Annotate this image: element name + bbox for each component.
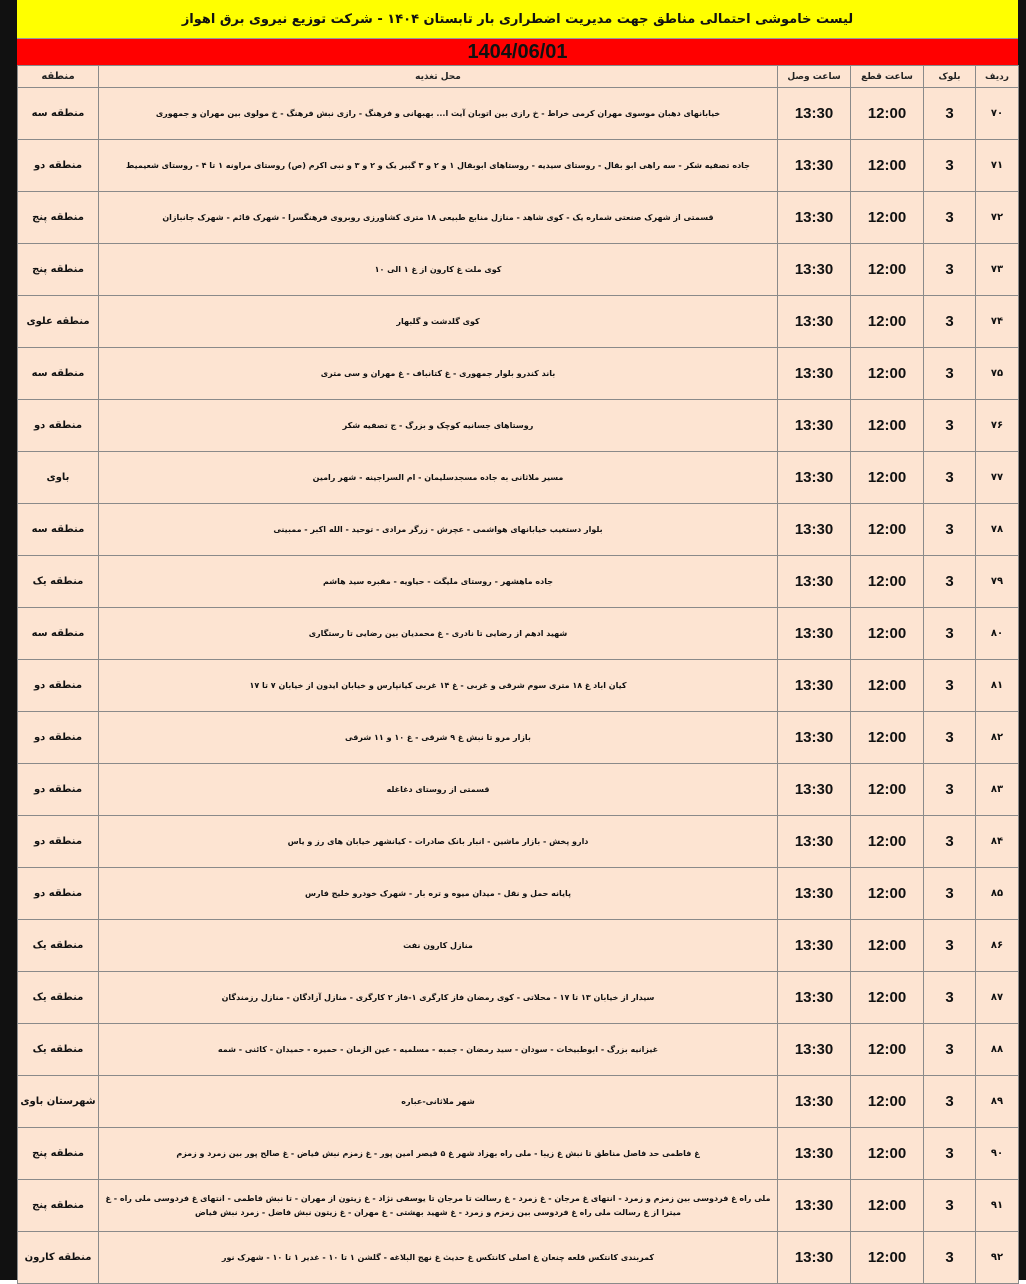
row-number-cell: ۷۰ [976,88,1019,140]
connect-time-cell: 13:30 [778,920,851,972]
table-row [18,140,1019,192]
cut-time-cell: 12:00 [851,1128,924,1180]
row-number-cell: ۷۸ [976,504,1019,556]
cut-time-cell: 12:00 [851,452,924,504]
region-cell: منطقه سه [18,608,99,660]
table-row [18,400,1019,452]
row-number-cell: ۷۶ [976,400,1019,452]
row-number-cell: ۷۴ [976,296,1019,348]
cut-time-cell: 12:00 [851,348,924,400]
region-cell: منطقه یک [18,1024,99,1076]
page-title: لیست خاموشی احتمالی مناطق جهت مدیریت اضطراری بار تابستان ۱۴۰۴ - شرکت توزیع نیروی برق اهواز [17,0,1018,39]
outage-schedule-sheet [17,0,1018,1280]
column-header-row-number: ردیف [976,66,1019,88]
location-cell: قسمتی از روستای دغاغله [99,764,778,816]
region-cell: منطقه کارون [18,1232,99,1284]
connect-time-cell: 13:30 [778,1128,851,1180]
block-cell: 3 [924,764,976,816]
connect-time-cell: 13:30 [778,192,851,244]
block-cell: 3 [924,1232,976,1284]
row-number-cell: ۸۲ [976,712,1019,764]
table-row [18,88,1019,140]
region-cell: منطقه یک [18,556,99,608]
cut-time-cell: 12:00 [851,1232,924,1284]
location-cell: منازل کارون نفت [99,920,778,972]
region-cell: باوی [18,452,99,504]
region-cell: منطقه سه [18,348,99,400]
location-cell: مسیر ملاثانی به جاده مسجدسلیمان - ام السراجینه - شهر رامین [99,452,778,504]
cut-time-cell: 12:00 [851,868,924,920]
location-cell: غ فاطمی حد فاصل مناطق تا نبش غ زیبا - ملی راه بهزاد شهر غ ۵ قیصر امین پور - غ زمزم نبش فیاض - غ صالح پور بین زمرد و زمزم [99,1128,778,1180]
cut-time-cell: 12:00 [851,764,924,816]
table-row [18,660,1019,712]
block-cell: 3 [924,400,976,452]
cut-time-cell: 12:00 [851,140,924,192]
location-cell: شهید ادهم از رضایی تا نادری - غ محمدیان بین رضایی تا رستگاری [99,608,778,660]
block-cell: 3 [924,192,976,244]
location-cell: پایانه حمل و نقل - میدان میوه و تره بار - شهرک خودرو خلیج فارس [99,868,778,920]
cut-time-cell: 12:00 [851,712,924,764]
location-cell: کمربندی کانتکس قلعه چنعان غ اصلی کانتکس غ حدیث غ نهج البلاغه - گلشن ۱ تا ۱۰ - غدیر ۱ تا ۱۰ - شهرک نور [99,1232,778,1284]
table-row [18,920,1019,972]
cut-time-cell: 12:00 [851,660,924,712]
connect-time-cell: 13:30 [778,1232,851,1284]
block-cell: 3 [924,452,976,504]
cut-time-cell: 12:00 [851,920,924,972]
connect-time-cell: 13:30 [778,608,851,660]
connect-time-cell: 13:30 [778,816,851,868]
connect-time-cell: 13:30 [778,868,851,920]
connect-time-cell: 13:30 [778,1076,851,1128]
cut-time-cell: 12:00 [851,1180,924,1232]
column-header-connect-time: ساعت وصل [778,66,851,88]
cut-time-cell: 12:00 [851,400,924,452]
connect-time-cell: 13:30 [778,244,851,296]
table-header-row [18,66,1019,88]
region-cell: منطقه یک [18,920,99,972]
row-number-cell: ۸۴ [976,816,1019,868]
block-cell: 3 [924,1076,976,1128]
region-cell: منطقه سه [18,504,99,556]
table-row [18,348,1019,400]
row-number-cell: ۷۵ [976,348,1019,400]
region-cell: منطقه پنج [18,1128,99,1180]
block-cell: 3 [924,920,976,972]
row-number-cell: ۷۷ [976,452,1019,504]
table-row [18,608,1019,660]
connect-time-cell: 13:30 [778,764,851,816]
table-row [18,868,1019,920]
row-number-cell: ۷۹ [976,556,1019,608]
connect-time-cell: 13:30 [778,1024,851,1076]
block-cell: 3 [924,348,976,400]
location-cell: قسمتی از شهرک صنعتی شماره یک - کوی شاهد - منازل منابع طبیعی ۱۸ متری کشاورزی روبروی فرهنگسرا - شهرک قائم - شهرک جانبازان [99,192,778,244]
outage-table [17,65,1019,1284]
column-header-cut-time: ساعت قطع [851,66,924,88]
table-row [18,504,1019,556]
left-frame-border [0,0,17,1280]
block-cell: 3 [924,868,976,920]
location-cell: بلوار دستغیب خیابانهای هواشمی - عچرش - زرگر مرادی - توحید - الله اکبر - ممبینی [99,504,778,556]
block-cell: 3 [924,972,976,1024]
location-cell: ملی راه غ فردوسی بین زمزم و زمرد - انتهای غ مرجان - غ زمرد - غ رسالت تا مرجان تا یوسفی نژاد - غ زیتون از مهران - تا نبش فاطمی - انتهای غ فردوسی ملی راه - غ میترا از غ رسالت ملی راه غ فردوسی بین زمزم و زمرد - غ شهید بهشتی - غ مهران - غ زیتون نبش فاضل - زمرد نبش فیاض [99,1180,778,1232]
row-number-cell: ۷۱ [976,140,1019,192]
connect-time-cell: 13:30 [778,88,851,140]
connect-time-cell: 13:30 [778,972,851,1024]
location-cell: روستاهای جسانیه کوچک و بزرگ - ج تصفیه شکر [99,400,778,452]
row-number-cell: ۸۶ [976,920,1019,972]
connect-time-cell: 13:30 [778,556,851,608]
row-number-cell: ۹۲ [976,1232,1019,1284]
block-cell: 3 [924,1128,976,1180]
connect-time-cell: 13:30 [778,296,851,348]
row-number-cell: ۹۱ [976,1180,1019,1232]
column-header-location: محل تغذیه [99,66,778,88]
region-cell: منطقه یک [18,972,99,1024]
row-number-cell: ۸۹ [976,1076,1019,1128]
table-row [18,712,1019,764]
location-cell: سیدار از خیابان ۱۳ تا ۱۷ - محلاتی - کوی رمضان فاز کارگری ۱-فاز ۲ کارگری - منازل آزادگان - منازل رزمندگان [99,972,778,1024]
location-cell: خیابانهای دهبان موسوی مهران کرمی خراط - خ رازی بین اتوبان آیت ا... بهبهانی و فرهنگ - رازی نبش فرهنگ - خ مولوی بین مهران و جمهوری [99,88,778,140]
table-row [18,1232,1019,1284]
cut-time-cell: 12:00 [851,192,924,244]
row-number-cell: ۸۱ [976,660,1019,712]
row-number-cell: ۸۰ [976,608,1019,660]
location-cell: کوی ملت غ کارون از غ ۱ الی ۱۰ [99,244,778,296]
connect-time-cell: 13:30 [778,660,851,712]
region-cell: منطقه سه [18,88,99,140]
table-row [18,192,1019,244]
location-cell: جاده تصفیه شکر - سه راهی ابو بقال - روستای سیدیه - روستاهای ابوبقال ۱ و ۲ و ۳ گبیر یک و ۲ و ۳ و نبی اکرم (ص) روستای مراونه ۱ تا ۴ - روستای شعیمیط [99,140,778,192]
block-cell: 3 [924,88,976,140]
region-cell: منطقه دو [18,868,99,920]
table-row [18,1180,1019,1232]
block-cell: 3 [924,556,976,608]
location-cell: غیزانیه بزرگ - ابوطبیخات - سودان - سید رمضان - جمبه - مسلمیه - عین الزمان - حمیره - حمیدان - کائنی - شمه [99,1024,778,1076]
region-cell: منطقه دو [18,400,99,452]
block-cell: 3 [924,296,976,348]
cut-time-cell: 12:00 [851,1024,924,1076]
connect-time-cell: 13:30 [778,400,851,452]
table-row [18,452,1019,504]
row-number-cell: ۸۳ [976,764,1019,816]
cut-time-cell: 12:00 [851,816,924,868]
block-cell: 3 [924,660,976,712]
row-number-cell: ۸۷ [976,972,1019,1024]
location-cell: جاده ماهشهر - روستای ملیگت - حیاویه - مقبره سید هاشم [99,556,778,608]
table-row [18,1128,1019,1180]
region-cell: منطقه پنج [18,192,99,244]
row-number-cell: ۷۳ [976,244,1019,296]
region-cell: منطقه دو [18,764,99,816]
location-cell: بازار مرو تا نبش غ ۹ شرقی - غ ۱۰ و ۱۱ شرقی [99,712,778,764]
region-cell: منطقه دو [18,816,99,868]
block-cell: 3 [924,608,976,660]
table-row [18,972,1019,1024]
column-header-region: منطقه [18,66,99,88]
location-cell: باند کندرو بلوار جمهوری - غ کتانباف - غ مهران و سی متری [99,348,778,400]
row-number-cell: ۸۵ [976,868,1019,920]
table-row [18,764,1019,816]
table-row [18,556,1019,608]
row-number-cell: ۹۰ [976,1128,1019,1180]
region-cell: منطقه پنج [18,1180,99,1232]
cut-time-cell: 12:00 [851,244,924,296]
location-cell: شهر ملاثانی-عباره [99,1076,778,1128]
region-cell: منطقه دو [18,712,99,764]
block-cell: 3 [924,816,976,868]
cut-time-cell: 12:00 [851,504,924,556]
table-row [18,1024,1019,1076]
table-body [18,88,1019,1284]
cut-time-cell: 12:00 [851,556,924,608]
block-cell: 3 [924,712,976,764]
table-row [18,816,1019,868]
cut-time-cell: 12:00 [851,972,924,1024]
location-cell: کوی گلدشت و گلبهار [99,296,778,348]
region-cell: منطقه پنج [18,244,99,296]
right-frame-border [1018,0,1026,1280]
connect-time-cell: 13:30 [778,348,851,400]
schedule-date: 1404/06/01 [17,39,1018,65]
block-cell: 3 [924,244,976,296]
cut-time-cell: 12:00 [851,1076,924,1128]
block-cell: 3 [924,504,976,556]
region-cell: شهرستان باوی [18,1076,99,1128]
connect-time-cell: 13:30 [778,712,851,764]
region-cell: منطقه علوی [18,296,99,348]
row-number-cell: ۸۸ [976,1024,1019,1076]
block-cell: 3 [924,140,976,192]
connect-time-cell: 13:30 [778,452,851,504]
column-header-block: بلوک [924,66,976,88]
location-cell: کیان اباد غ ۱۸ متری سوم شرقی و غربی - غ ۱۴ غربی کیانپارس و خیابان ایدون از خیابان ۷ تا ۱۷ [99,660,778,712]
cut-time-cell: 12:00 [851,88,924,140]
cut-time-cell: 12:00 [851,296,924,348]
block-cell: 3 [924,1180,976,1232]
table-row [18,296,1019,348]
region-cell: منطقه دو [18,660,99,712]
block-cell: 3 [924,1024,976,1076]
cut-time-cell: 12:00 [851,608,924,660]
connect-time-cell: 13:30 [778,140,851,192]
row-number-cell: ۷۲ [976,192,1019,244]
region-cell: منطقه دو [18,140,99,192]
location-cell: دارو پخش - بازار ماشین - انبار بانک صادرات - کیانشهر خیابان های رز و یاس [99,816,778,868]
connect-time-cell: 13:30 [778,1180,851,1232]
table-row [18,244,1019,296]
connect-time-cell: 13:30 [778,504,851,556]
table-row [18,1076,1019,1128]
